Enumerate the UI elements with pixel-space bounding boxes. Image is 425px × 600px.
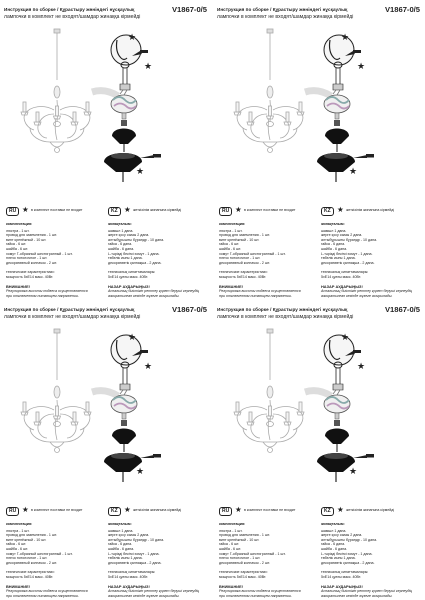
- star-icon: ★: [22, 205, 29, 214]
- instruction-panel: [0, 300, 212, 600]
- model-number: V1867-0/5: [384, 5, 420, 14]
- ru-warning-text: при отключенном питающем напряжении.: [6, 593, 79, 598]
- not-included-star-icon: ★: [341, 332, 350, 342]
- bulbs-note: лампочки в комплект не входят/шамдар жинаққа кірмейді: [217, 14, 354, 20]
- step-wiring-drawing: [92, 90, 137, 119]
- ru-badge: RU: [219, 207, 232, 216]
- step-canopy-drawing: [325, 420, 349, 452]
- ru-contents-item: шайба - 6 шт.: [219, 246, 242, 251]
- ru-contents-heading: комплектация:: [219, 222, 246, 226]
- kz-column: [321, 222, 419, 298]
- chandelier-drawing: [234, 29, 304, 153]
- instruction-panel: [213, 0, 425, 300]
- kz-not-included-note: жеткізілім жинағына кірмейді: [133, 508, 182, 512]
- kz-contents-item: декоративтік қалпақша - 2 дана.: [321, 260, 375, 265]
- ru-column: [219, 522, 317, 598]
- step-hook-drawing: [324, 332, 361, 390]
- kz-contents-item: шайба - 6 дана.: [321, 246, 348, 251]
- ru-contents-item: винт крепёжный - 10 шт.: [6, 237, 47, 242]
- ru-warning-text: при отключенном питающем напряжении.: [219, 593, 292, 598]
- ru-warning-text: при отключенном питающем напряжении.: [6, 293, 79, 298]
- kz-contents-item: гайка - 6 дана.: [108, 242, 133, 247]
- kz-contents-item: жерге қосу сымы 2 дана.: [108, 533, 150, 538]
- step-screw-drawing: [104, 153, 161, 182]
- kz-tech-heading: техникалық сипаттамалары:: [108, 270, 156, 275]
- star-icon: ★: [235, 505, 242, 514]
- kz-contents-item: жерге қосу сымы 2 дана.: [321, 233, 363, 238]
- not-included-star-icon: ★: [341, 32, 350, 42]
- kz-tech-value: 5хЕ14 қуаты макс. 40Вт.: [108, 274, 149, 279]
- instruction-title: Инструкция по сборке / Құрастыру жөніндегі нұсқаулық: [217, 7, 348, 12]
- ru-contents-item: хомут Г-образный шестигранный - 1 шт.: [6, 551, 73, 556]
- kz-warning-text: Аспалының биіктігін реттеу қорет беруші кернеудің: [108, 289, 200, 294]
- not-included-star-icon: ★: [144, 61, 153, 71]
- ru-contents-item: плечо потолочное - 1 шт.: [219, 256, 261, 261]
- step-screw-drawing: [317, 453, 374, 482]
- ru-tech-value: мощность 5хЕ14 макс. 40Вт.: [6, 274, 54, 279]
- instruction-title: Инструкция по сборке / Құрастыру жөніндегі нұсқаулық: [4, 7, 135, 12]
- ru-warning-heading: ВНИМАНИЕ!: [6, 283, 30, 289]
- kz-tech-value: 5хЕ14 қуаты макс. 40Вт.: [108, 574, 149, 579]
- assembly-illustration: [213, 0, 425, 205]
- not-included-star-icon: ★: [144, 361, 153, 371]
- kz-contents-item: шайба - 6 дана.: [108, 246, 135, 251]
- kz-contents-item: L-тәрізді бекіткі хомут - 1 дана.: [321, 551, 373, 556]
- not-included-star-icon: ★: [128, 332, 137, 342]
- ru-contents-item: люстра - 1 шт.: [6, 528, 30, 533]
- step-screw-drawing: [104, 453, 161, 482]
- kz-contents-item: төбелік иығы 1 дана.: [108, 556, 143, 561]
- kz-contents-heading: жинақталым:: [321, 222, 345, 226]
- kz-not-included-note: жеткізілім жинағына кірмейді: [133, 208, 182, 212]
- instruction-panel: [0, 0, 212, 300]
- kz-contents-item: төбелік иығы 1 дана.: [108, 256, 143, 261]
- ru-tech-value: мощность 5хЕ14 макс. 40Вт.: [219, 574, 267, 579]
- bulbs-note: лампочки в комплект не входят/шамдар жинаққа кірмейді: [217, 314, 354, 320]
- ru-tech-value: мощность 5хЕ14 макс. 40Вт.: [219, 274, 267, 279]
- not-included-star-icon: ★: [136, 166, 145, 176]
- not-included-star-icon: ★: [357, 61, 366, 71]
- ru-warning-text: Регулировка высоты подвеса осуществляется: [219, 289, 301, 294]
- ru-tech-heading: технические характеристики:: [6, 270, 55, 275]
- kz-tech-value: 5хЕ14 қуаты макс. 40Вт.: [321, 574, 362, 579]
- kz-contents-item: алтыбұрышты бұрандр - 10 дана.: [321, 537, 378, 542]
- ru-contents-item: хомут Г-образный шестигранный - 1 шт.: [219, 551, 286, 556]
- kz-badge: KZ: [321, 507, 334, 516]
- ru-contents-item: винт крепёжный - 10 шт.: [219, 237, 260, 242]
- kz-contents-item: шамшл 1 дана.: [321, 228, 347, 233]
- step-screw-drawing: [317, 153, 374, 182]
- ru-contents-item: шайба - 6 шт.: [219, 546, 242, 551]
- ru-contents-item: шайба - 6 шт.: [6, 246, 29, 251]
- kz-contents-heading: жинақталым:: [108, 222, 132, 226]
- kz-contents-item: шамшл 1 дана.: [108, 228, 134, 233]
- ru-contents-item: провод для заземления - 1 шт.: [6, 533, 58, 538]
- kz-tech-heading: техникалық сипаттамалары:: [108, 570, 156, 575]
- star-icon: ★: [337, 205, 344, 214]
- kz-badge: KZ: [108, 507, 121, 516]
- ru-not-included-note: в комплект поставки не входит: [31, 508, 83, 512]
- kz-contents-item: декоративтік қалпақша - 2 дана.: [108, 560, 162, 565]
- step-canopy-drawing: [112, 120, 136, 152]
- kz-not-included-note: жеткізілім жинағына кірмейді: [346, 208, 395, 212]
- ru-contents-item: провод для заземления - 1 шт.: [219, 233, 271, 238]
- ru-contents-item: люстра - 1 шт.: [219, 228, 243, 233]
- ru-contents-item: декоративный колпачок - 2 шт.: [219, 560, 271, 565]
- instruction-title: Инструкция по сборке / Құрастыру жөніндегі нұсқаулық: [217, 307, 348, 312]
- kz-contents-item: декоративтік қалпақша - 2 дана.: [108, 260, 162, 265]
- ru-contents-heading: комплектация:: [6, 222, 33, 226]
- kz-warning-text: ажыратылған кезінде жүзеге асырылады.: [108, 293, 180, 298]
- kz-contents-item: жерге қосу сымы 2 дана.: [321, 533, 363, 538]
- kz-badge: KZ: [321, 207, 334, 216]
- kz-warning-heading: НАЗАР АУДАРЫҢЫЗ!: [321, 283, 363, 289]
- instruction-panel: [213, 300, 425, 600]
- kz-tech-value: 5хЕ14 қуаты макс. 40Вт.: [321, 274, 362, 279]
- ru-warning-text: Регулировка высоты подвеса осуществляется: [6, 289, 88, 294]
- assembly-illustration: [0, 0, 212, 205]
- model-number: V1867-0/5: [384, 305, 420, 314]
- chandelier-drawing: [21, 29, 91, 153]
- ru-not-included-note: в комплект поставки не входит: [244, 508, 296, 512]
- kz-warning-text: ажыратылған кезінде жүзеге асырылады.: [321, 293, 393, 298]
- kz-badge: KZ: [108, 207, 121, 216]
- step-canopy-drawing: [112, 420, 136, 452]
- step-hook-drawing: [324, 32, 361, 90]
- kz-contents-item: L-тәрізді бекіткі хомут - 1 дана.: [108, 251, 160, 256]
- kz-contents-item: шамшл 1 дана.: [108, 528, 134, 533]
- kz-column: [108, 522, 206, 598]
- ru-not-included-note: в комплект поставки не входит: [31, 208, 83, 212]
- ru-column: [6, 222, 104, 298]
- kz-contents-item: төбелік иығы 1 дана.: [321, 556, 356, 561]
- kz-contents-item: декоративтік қалпақша - 2 дана.: [321, 560, 375, 565]
- chandelier-drawing: [21, 329, 91, 453]
- kz-contents-item: алтыбұрышты бұрандр - 10 дана.: [108, 537, 165, 542]
- step-canopy-drawing: [325, 120, 349, 152]
- kz-contents-item: L-тәрізді бекіткі хомут - 1 дана.: [321, 251, 373, 256]
- ru-contents-item: гайка - 6 шт.: [6, 242, 27, 247]
- step-wiring-drawing: [305, 90, 350, 119]
- ru-badge: RU: [219, 507, 232, 516]
- ru-warning-text: Регулировка высоты подвеса осуществляется: [6, 589, 88, 594]
- ru-contents-item: провод для заземления - 1 шт.: [6, 233, 58, 238]
- ru-badge: RU: [6, 507, 19, 516]
- star-icon: ★: [124, 205, 131, 214]
- ru-not-included-note: в комплект поставки не входит: [244, 208, 296, 212]
- kz-contents-item: алтыбұрышты бұрандр - 10 дана.: [108, 237, 165, 242]
- ru-warning-text: при отключенном питающем напряжении.: [219, 293, 292, 298]
- model-number: V1867-0/5: [171, 305, 207, 314]
- star-icon: ★: [124, 505, 131, 514]
- kz-warning-heading: НАЗАР АУДАРЫҢЫЗ!: [108, 283, 150, 289]
- kz-tech-heading: техникалық сипаттамалары:: [321, 570, 369, 575]
- kz-contents-item: шайба - 6 дана.: [108, 546, 135, 551]
- bulbs-note: лампочки в комплект не входят/шамдар жинаққа кірмейді: [4, 314, 141, 320]
- ru-contents-item: плечо потолочное - 1 шт.: [6, 256, 48, 261]
- ru-tech-heading: технические характеристики:: [219, 270, 268, 275]
- kz-contents-item: гайка - 6 дана.: [321, 542, 346, 547]
- ru-column: [6, 522, 104, 598]
- ru-contents-item: плечо потолочное - 1 шт.: [219, 556, 261, 561]
- ru-warning-heading: ВНИМАНИЕ!: [219, 583, 243, 589]
- ru-column: [219, 222, 317, 298]
- kz-contents-item: жерге қосу сымы 2 дана.: [108, 233, 150, 238]
- kz-column: [108, 222, 206, 298]
- kz-contents-heading: жинақталым:: [321, 522, 345, 526]
- instruction-title: Инструкция по сборке / Құрастыру жөніндегі нұсқаулық: [4, 307, 135, 312]
- kz-warning-text: Аспалының биіктігін реттеу қорет беруші кернеудің: [321, 589, 413, 594]
- ru-contents-item: люстра - 1 шт.: [6, 228, 30, 233]
- kz-contents-item: шамшл 1 дана.: [321, 528, 347, 533]
- ru-contents-item: гайка - 6 шт.: [219, 242, 240, 247]
- ru-badge: RU: [6, 207, 19, 216]
- step-wiring-drawing: [92, 390, 137, 419]
- kz-contents-item: төбелік иығы 1 дана.: [321, 256, 356, 261]
- ru-contents-item: винт крепёжный - 10 шт.: [6, 537, 47, 542]
- not-included-star-icon: ★: [128, 32, 137, 42]
- kz-warning-heading: НАЗАР АУДАРЫҢЫЗ!: [321, 583, 363, 589]
- ru-contents-item: провод для заземления - 1 шт.: [219, 533, 271, 538]
- ru-contents-item: хомут Г-образный шестигранный - 1 шт.: [219, 251, 286, 256]
- bulbs-note: лампочки в комплект не входят/шамдар жинаққа кірмейді: [4, 14, 141, 20]
- kz-warning-text: ажыратылған кезінде жүзеге асырылады.: [108, 593, 180, 598]
- legend-row: [213, 507, 425, 517]
- ru-warning-text: Регулировка высоты подвеса осуществляется: [219, 589, 301, 594]
- ru-contents-item: декоративный колпачок - 2 шт.: [219, 260, 271, 265]
- assembly-illustration: [0, 300, 212, 505]
- kz-warning-text: Аспалының биіктігін реттеу қорет беруші кернеудің: [108, 589, 200, 594]
- ru-contents-item: декоративный колпачок - 2 шт.: [6, 560, 58, 565]
- ru-contents-item: гайка - 6 шт.: [219, 542, 240, 547]
- kz-contents-heading: жинақталым:: [108, 522, 132, 526]
- not-included-star-icon: ★: [349, 166, 358, 176]
- ru-tech-heading: технические характеристики:: [6, 570, 55, 575]
- legend-row: [0, 207, 212, 217]
- ru-warning-heading: ВНИМАНИЕ!: [219, 283, 243, 289]
- legend-row: [0, 507, 212, 517]
- kz-warning-text: ажыратылған кезінде жүзеге асырылады.: [321, 593, 393, 598]
- kz-contents-item: шайба - 6 дана.: [321, 546, 348, 551]
- ru-contents-heading: комплектация:: [219, 522, 246, 526]
- ru-contents-item: шайба - 6 шт.: [6, 546, 29, 551]
- kz-not-included-note: жеткізілім жинағына кірмейді: [346, 508, 395, 512]
- chandelier-drawing: [234, 329, 304, 453]
- step-hook-drawing: [111, 332, 148, 390]
- ru-tech-heading: технические характеристики:: [219, 570, 268, 575]
- assembly-illustration: [213, 300, 425, 505]
- kz-contents-item: гайка - 6 дана.: [321, 242, 346, 247]
- ru-warning-heading: ВНИМАНИЕ!: [6, 583, 30, 589]
- kz-column: [321, 522, 419, 598]
- ru-contents-item: гайка - 6 шт.: [6, 542, 27, 547]
- not-included-star-icon: ★: [136, 466, 145, 476]
- kz-contents-item: алтыбұрышты бұрандр - 10 дана.: [321, 237, 378, 242]
- not-included-star-icon: ★: [349, 466, 358, 476]
- kz-tech-heading: техникалық сипаттамалары:: [321, 270, 369, 275]
- step-wiring-drawing: [305, 390, 350, 419]
- kz-contents-item: L-тәрізді бекіткі хомут - 1 дана.: [108, 551, 160, 556]
- not-included-star-icon: ★: [357, 361, 366, 371]
- ru-contents-item: декоративный колпачок - 2 шт.: [6, 260, 58, 265]
- ru-contents-item: плечо потолочное - 1 шт.: [6, 556, 48, 561]
- model-number: V1867-0/5: [171, 5, 207, 14]
- ru-tech-value: мощность 5хЕ14 макс. 40Вт.: [6, 574, 54, 579]
- ru-contents-item: винт крепёжный - 10 шт.: [219, 537, 260, 542]
- legend-row: [213, 207, 425, 217]
- ru-contents-item: люстра - 1 шт.: [219, 528, 243, 533]
- kz-warning-text: Аспалының биіктігін реттеу қорет беруші кернеудің: [321, 289, 413, 294]
- star-icon: ★: [235, 205, 242, 214]
- step-hook-drawing: [111, 32, 148, 90]
- star-icon: ★: [22, 505, 29, 514]
- ru-contents-heading: комплектация:: [6, 522, 33, 526]
- kz-warning-heading: НАЗАР АУДАРЫҢЫЗ!: [108, 583, 150, 589]
- kz-contents-item: гайка - 6 дана.: [108, 542, 133, 547]
- ru-contents-item: хомут Г-образный шестигранный - 1 шт.: [6, 251, 73, 256]
- star-icon: ★: [337, 505, 344, 514]
